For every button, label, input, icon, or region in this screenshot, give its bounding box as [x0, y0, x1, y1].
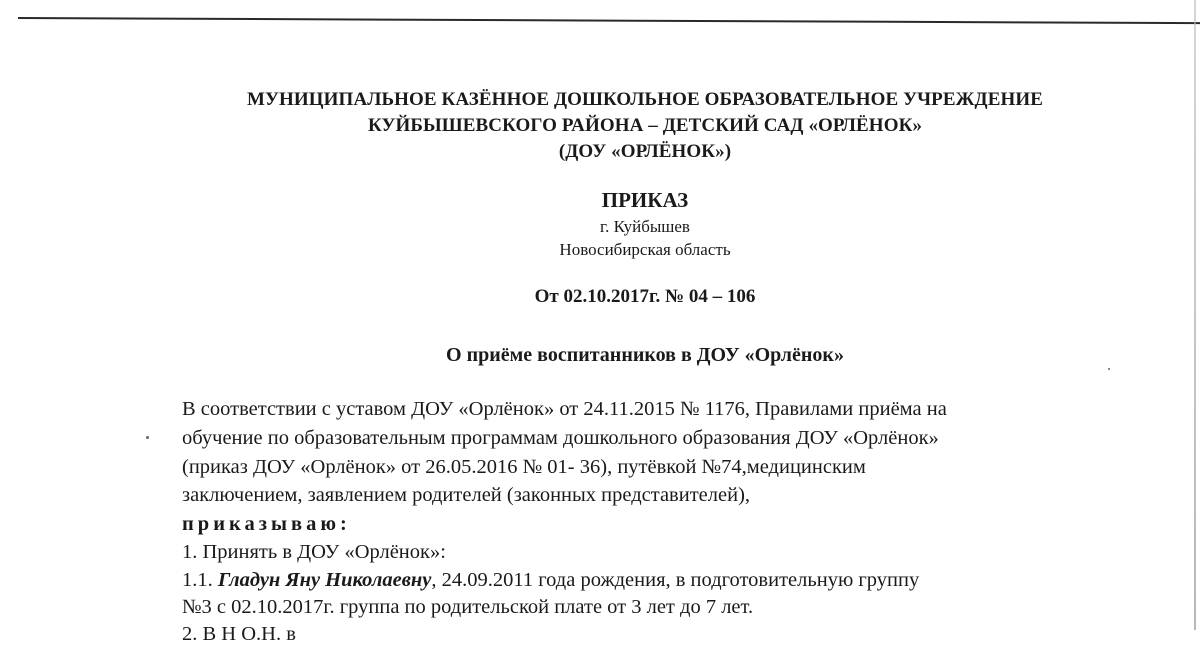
header-line-1: МУНИЦИПАЛЬНОЕ КАЗЁННОЕ ДОШКОЛЬНОЕ ОБРАЗОВАТЕЛЬНОЕ УЧРЕЖДЕНИЕ [246, 89, 1044, 110]
pupil-name: Гладун Яну Николаевну [217, 569, 432, 591]
preamble-line-3: (приказ ДОУ «Орлёнок» от 26.05.2016 № 01- 36), путёвкой №74,медицинским [182, 456, 866, 478]
item-1-1-details: , 24.09.2011 года рождения, в подготовительную группу [431, 569, 920, 591]
document-date-number: От 02.10.2017г. № 04 – 106 [534, 286, 756, 307]
preamble-line-4: заключением, заявлением родителей (законных представителей), [182, 484, 751, 506]
preamble-line-1: В соответствии с уставом ДОУ «Орлёнок» от 24.11.2015 № 1176, Правилами приёма на [182, 398, 947, 420]
item-1-1-number: 1.1. [182, 569, 213, 591]
item-1: 1. Принять в ДОУ «Орлёнок»: [182, 541, 446, 563]
header-line-3: (ДОУ «ОРЛЁНОК») [558, 141, 732, 162]
scan-speck [1108, 368, 1110, 370]
header-line-2: КУЙБЫШЕВСКОГО РАЙОНА – ДЕТСКИЙ САД «ОРЛЁНОК» [367, 115, 923, 136]
order-word: приказываю: [182, 513, 351, 535]
document-city: г. Куйбышев [600, 217, 690, 236]
item-2-partial: 2. В Н О.Н. в [182, 623, 296, 645]
item-1-1 [182, 567, 1122, 593]
scan-speck [146, 436, 149, 439]
scan-border-line [18, 17, 1200, 24]
item-1-1-line-2: №3 с 02.10.2017г. группа по родительской плате от 3 лет до 7 лет. [182, 596, 754, 618]
preamble-line-2: обучение по образовательным программам дошкольного образования ДОУ «Орлёнок» [182, 427, 939, 449]
document-type: ПРИКАЗ [601, 188, 689, 212]
document-subject: О приёме воспитанников в ДОУ «Орлёнок» [446, 344, 844, 366]
document-region: Новосибирская область [559, 240, 731, 259]
